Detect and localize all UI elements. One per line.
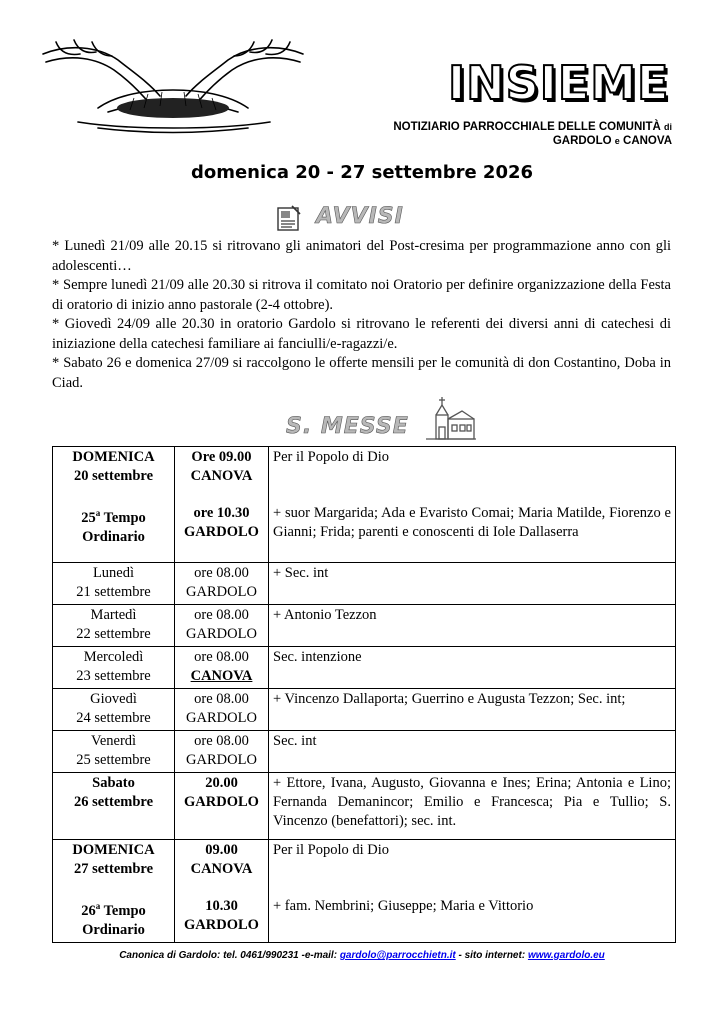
day-cell: Sabato 26 settembre [53,773,175,840]
issue-date-title: domenica 20 - 27 settembre 2026 [190,162,534,183]
table-row [53,605,676,647]
church-icon [424,395,476,443]
subtitle-e: e [614,136,620,146]
table-row [53,840,676,943]
time-cell: ore 08.00 GARDOLO [175,689,269,731]
time-cell: ore 08.00 GARDOLO [175,731,269,773]
day-cell: Lunedì 21 settembre [53,563,175,605]
avviso-item: * Sempre lunedì 21/09 alle 20.30 si ritrova il comitato noi Oratorio per definire organizzazione della Festa di oratorio di inizio anno pastorale (2-4 ottobre). [52,277,671,313]
masthead-title: INSIEME [448,56,670,110]
intention-cell: + Vincenzo Dallaporta; Guerrino e Augusta Tezzon; Sec. int; [269,689,676,731]
intention-cell: Per il Popolo di Dio + fam. Nembrini; Giuseppe; Maria e Vittorio [269,840,676,943]
intention-cell: Sec. int [269,731,676,773]
notice-board-icon [274,204,304,232]
masthead-subtitle [393,120,672,148]
table-row [53,731,676,773]
subtitle-canova: CANOVA [623,135,672,147]
footer-site-label: - sito internet: [458,950,526,961]
intention-cell: + Sec. int [269,563,676,605]
footer-contacts [0,950,724,961]
time-cell: ore 08.00 GARDOLO [175,605,269,647]
table-row [53,773,676,840]
messe-table [52,446,676,943]
intention-cell: Sec. intenzione [269,647,676,689]
footer-email-link[interactable]: gardolo@parrocchietn.it [339,950,456,961]
subtitle-gardolo: GARDOLO [552,135,612,147]
avvisi-list [52,237,671,393]
intention-cell: Per il Popolo di Dio + suor Margarida; Ada e Evaristo Comai; Maria Matilde, Fiorenzo e Gianni; Frida; parenti e conoscenti di Iole Dallaserra [269,447,676,563]
subtitle-di: di [664,122,672,132]
day-cell: Giovedì 24 settembre [53,689,175,731]
day-cell: DOMENICA 27 settembre 26$^a$ Tempo Ordinario [53,840,175,943]
table-row [53,447,676,563]
messe-heading: S. MESSE [286,414,409,439]
day-cell: DOMENICA 20 settembre 25$^a$ Tempo Ordinario [53,447,175,563]
intention-cell: + Antonio Tezzon [269,605,676,647]
footer-phone: Canonica di Gardolo: tel. 0461/990231 -e-mail: [119,950,338,961]
avviso-item: * Giovedì 24/09 alle 20.30 in oratorio Gardolo si ritrovano le referenti dei diversi anni di catechesi di iniziazione della catechesi familiare ai fanciulli/e-ragazzi/e. [52,316,671,352]
table-row [53,563,676,605]
intention-cell: + Ettore, Ivana, Augusto, Giovanna e Ines; Erina; Antonia e Lino; Fernanda Demanincor; Emilio e Francesca; Pia e Tullio; S. Vincenzo (benefattori); sec. int. [269,773,676,840]
time-cell: Ore 09.00 CANOVA ore 10.30 GARDOLO [175,447,269,563]
time-cell: ore 08.00 GARDOLO [175,563,269,605]
subtitle-main: NOTIZIARIO PARROCCHIALE DELLE COMUNITÀ [393,121,661,133]
footer-website-link[interactable]: www.gardolo.eu [527,950,605,961]
time-cell: 20.00 GARDOLO [175,773,269,840]
day-cell: Martedì 22 settembre [53,605,175,647]
time-cell: 09.00 CANOVA 10.30 GARDOLO [175,840,269,943]
day-cell: Mercoledì 23 settembre [53,647,175,689]
avviso-item: * Lunedì 21/09 alle 20.15 si ritrovano gli animatori del Post-cresima per programmazione anno con gli adolescenti… [52,238,671,274]
table-row [53,647,676,689]
place-canova-highlight: CANOVA [190,668,253,684]
avviso-item: * Sabato 26 e domenica 27/09 si raccolgono le offerte mensili per le comunità di don Costantino, Doba in Ciad. [52,355,671,391]
hands-bread-logo [38,38,308,134]
avvisi-heading: AVVISI [316,204,404,229]
day-cell: Venerdì 25 settembre [53,731,175,773]
time-cell: ore 08.00 CANOVA [175,647,269,689]
table-row [53,689,676,731]
